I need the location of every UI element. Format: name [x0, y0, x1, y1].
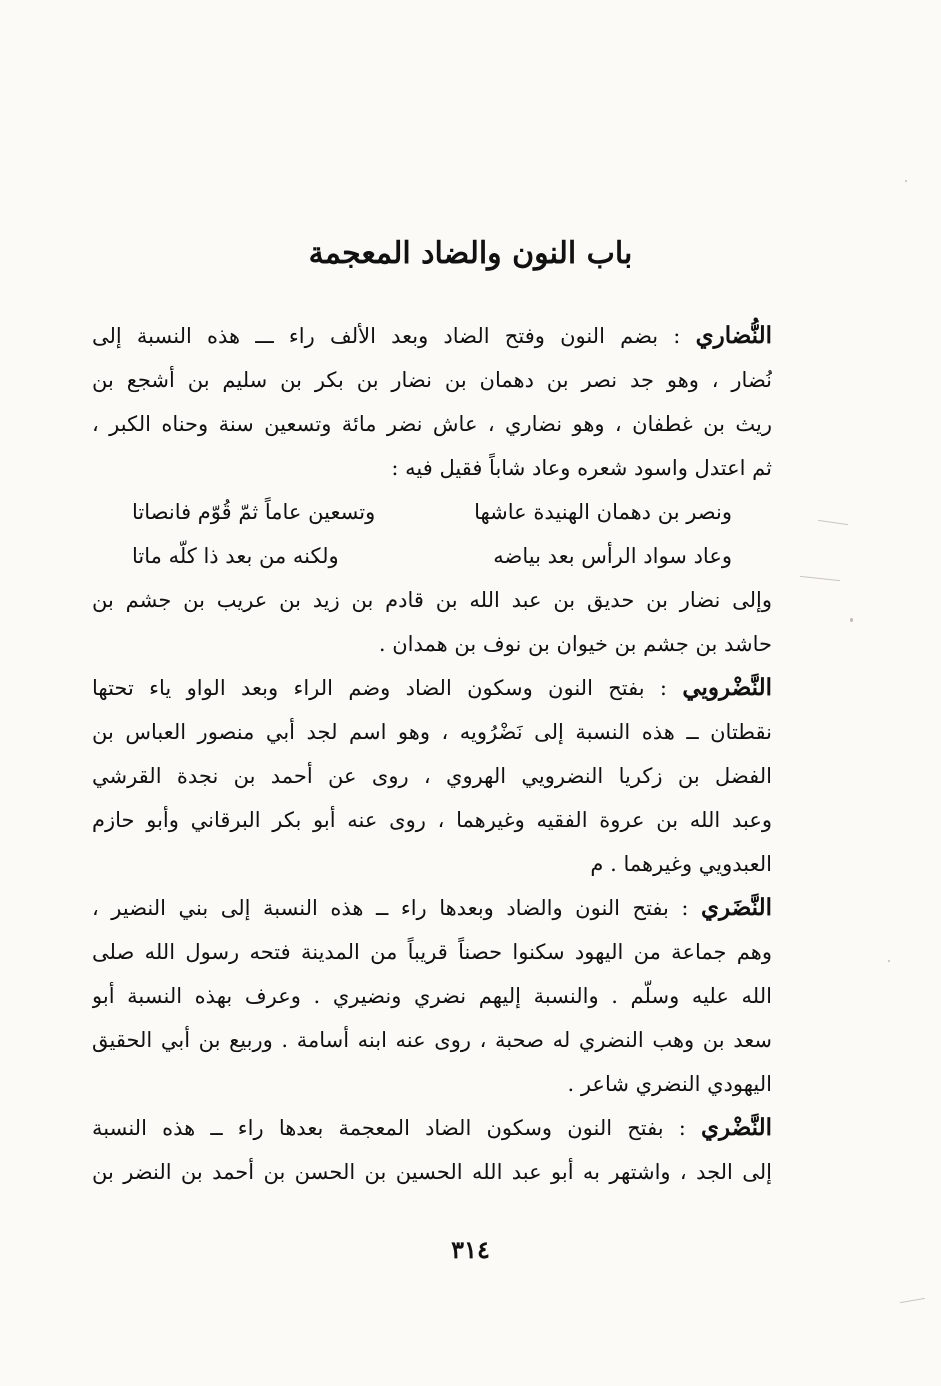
entry-line: نُضار ، وهو جد نصر بن دهمان بن نضار بن بكر بن سليم بن أشجع بن: [92, 368, 772, 392]
entry-text: : بفتح النون والضاد وبعدها راء ــ هذه النسبة إلى بني النضير ،: [92, 896, 689, 920]
entry-line: ريث بن غطفان ، وهو نضاري ، عاش نضر مائة وتسعين سنة وحناه الكبر ،: [92, 412, 772, 436]
verse-line: [92, 534, 772, 578]
entry-headword: النَّضْري: [701, 1114, 772, 1141]
entry-line: الله عليه وسلّم . والنسبة إليهم نضري ونضيري . وعرف بهذه النسبة أبو: [92, 984, 772, 1008]
entry-line: [92, 666, 772, 710]
entry-line: العبدويي وغيرهما . م: [590, 852, 772, 876]
entry-line: اليهودي النضري شاعر .: [567, 1072, 772, 1096]
entry-line: الفضل بن زكريا النضرويي الهروي ، روى عن أحمد بن نجدة القرشي: [92, 764, 772, 788]
verse-first-hemistich: وعاد سواد الرأس بعد بياضه: [493, 544, 732, 568]
entry-text: : بفتح النون وسكون الضاد المعجمة بعدها راء ــ هذه النسبة: [92, 1116, 686, 1140]
scan-speck: [850, 618, 853, 622]
scan-edge-mark: [900, 1298, 925, 1303]
verse-second-hemistich: وتسعين عاماً ثمّ قُوّم فانصاتا: [132, 500, 376, 524]
entry-line: [92, 886, 772, 930]
entry-line: سعد بن وهب النضري له صحبة ، روى عنه ابنه أسامة . وربيع بن أبي الحقيق: [92, 1028, 772, 1052]
scan-speck: [905, 180, 907, 182]
entry-line: [92, 1106, 772, 1150]
entry-line: ثم اعتدل واسود شعره وعاد شاباً فقيل فيه :: [391, 456, 772, 480]
entry-headword: النَّضْرويي: [682, 674, 772, 701]
verse-first-hemistich: ونصر بن دهمان الهنيدة عاشها: [474, 500, 732, 524]
entry-line: نقطتان ــ هذه النسبة إلى نَضْرُويه ، وهو اسم لجد أبي منصور العباس بن: [92, 720, 772, 744]
entry-text: : بفتح النون وسكون الضاد وضم الراء وبعد الواو ياء تحتها: [92, 676, 667, 700]
entry-text: : بضم النون وفتح الضاد وبعد الألف راء ـــ هذه النسبة إلى: [92, 324, 681, 348]
entry-line: وعبد الله بن عروة الفقيه وغيرهما ، روى عنه أبو بكر البرقاني وأبو حازم: [92, 808, 772, 832]
verse-second-hemistich: ولكنه من بعد ذا كلّه ماتا: [132, 544, 339, 568]
entry-line: [92, 314, 772, 358]
entry-headword: النَّضَري: [701, 894, 772, 921]
entry-line: وهم جماعة من اليهود سكنوا حصناً قريباً من المدينة فتحه رسول الله صلى: [92, 940, 772, 964]
entry-line: إلى الجد ، واشتهر به أبو عبد الله الحسين بن الحسن بن أحمد بن النضر بن: [92, 1160, 772, 1184]
verse-line: [92, 490, 772, 534]
scan-edge-mark: [800, 576, 840, 581]
entry-line: وإلى نضار بن حديق بن عبد الله بن قادم بن زيد بن عريب بن جشم بن: [92, 588, 772, 612]
entry-headword: النُّضاري: [695, 322, 772, 349]
page-body: [92, 314, 772, 1194]
chapter-title: باب النون والضاد المعجمة: [308, 236, 633, 271]
entry-line: حاشد بن جشم بن خيوان بن نوف بن همدان .: [378, 632, 772, 656]
scan-speck: [888, 960, 890, 962]
page-number: ٣١٤: [451, 1235, 490, 1264]
scan-edge-mark: [818, 520, 848, 525]
